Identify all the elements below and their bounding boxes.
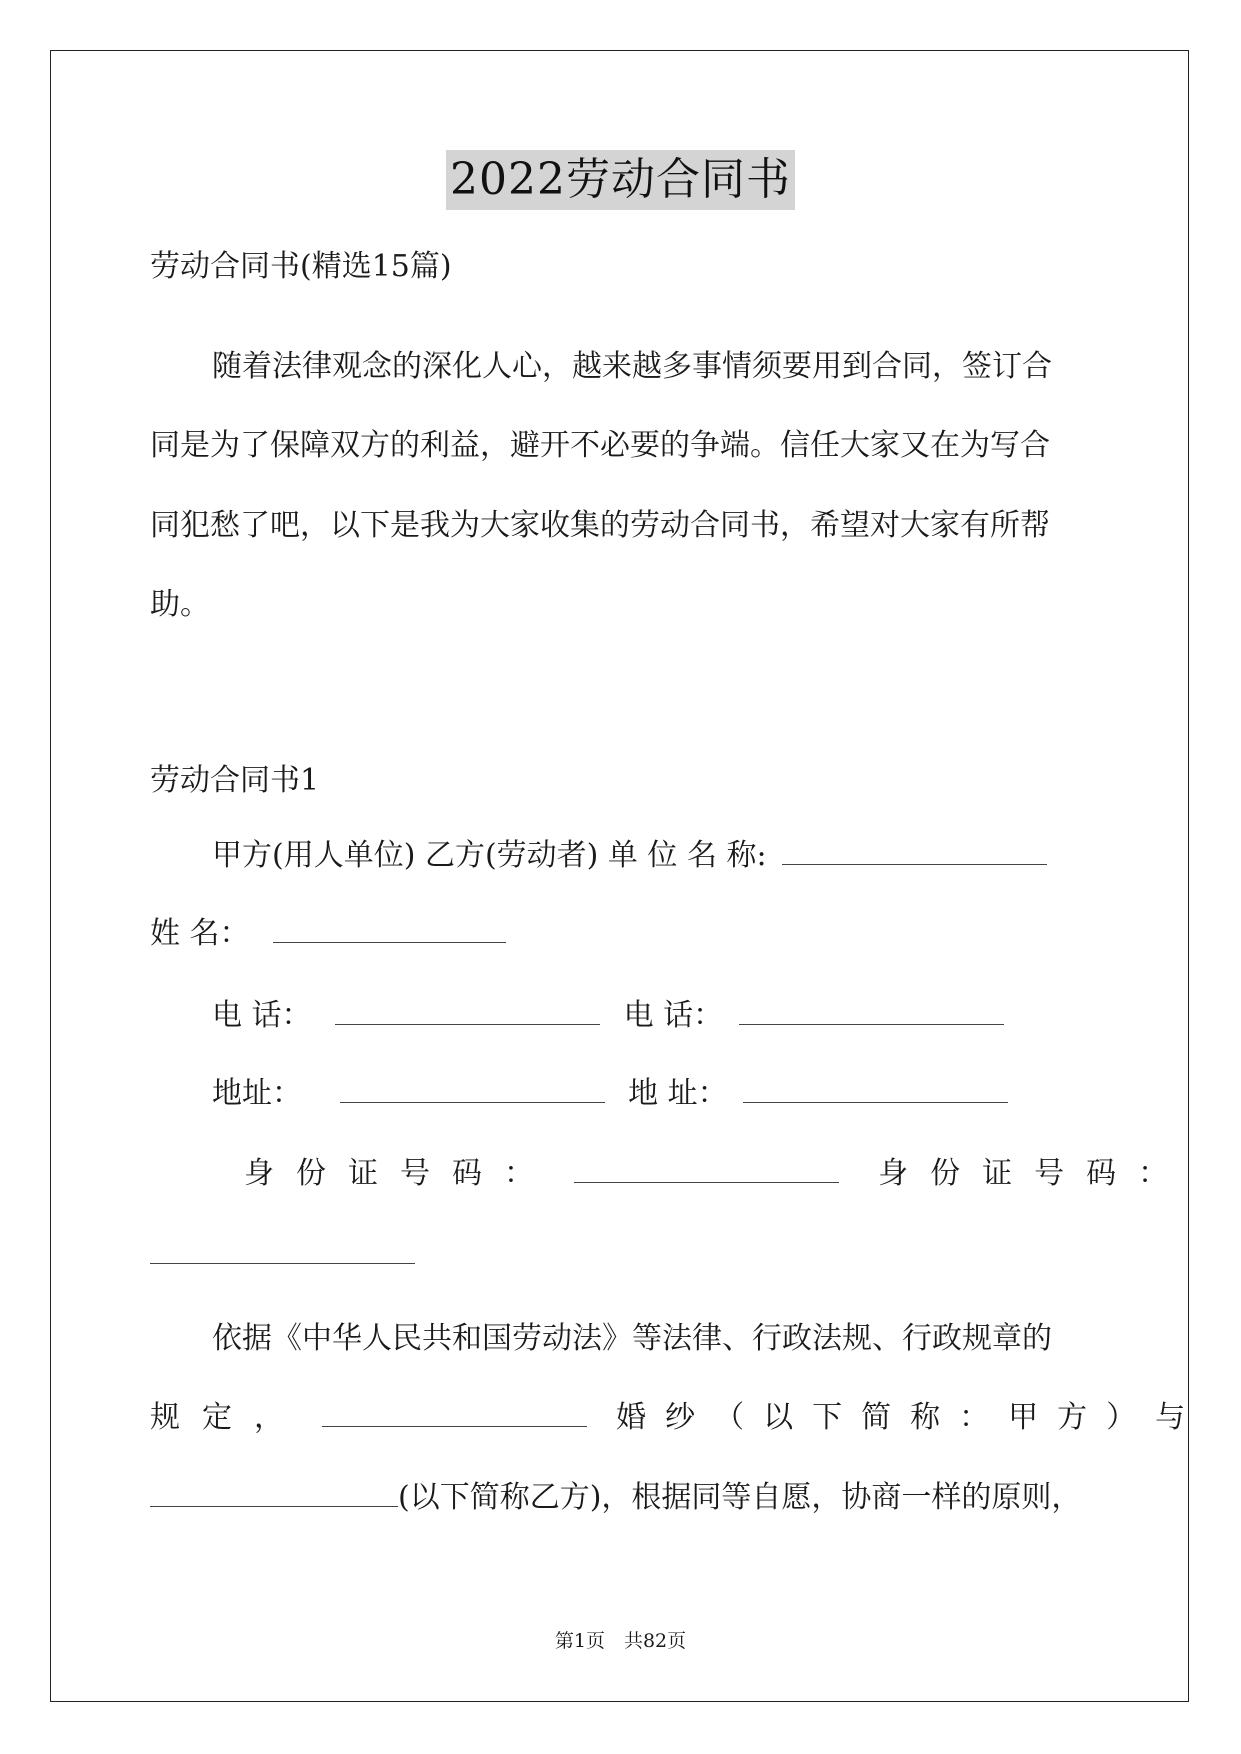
- parties-line: [212, 836, 1047, 876]
- phone-line: [212, 996, 1004, 1036]
- name-label: 姓 名：: [150, 916, 250, 951]
- party-b-blank[interactable]: [150, 1480, 398, 1507]
- intro-line-3: 同犯愁了吧，以下是我为大家收集的劳动合同书，希望对大家有所帮: [150, 508, 1050, 543]
- address-label-a: 地址：: [212, 1076, 302, 1111]
- intro-line-2: 同是为了保障双方的利益，避开不必要的争端。信任大家又在为写合: [150, 428, 1050, 463]
- footer-suffix: 页: [667, 1630, 687, 1652]
- footer-page-total: 82: [642, 1630, 668, 1652]
- id-line: [244, 1154, 1190, 1194]
- intro-line-4: 助。: [150, 587, 210, 622]
- company-name-blank[interactable]: [782, 838, 1047, 865]
- id-blank-b-line: [150, 1235, 415, 1275]
- intro-line-1: 随着法律观念的深化人心，越来越多事情须要用到合同，签订合: [212, 349, 1052, 384]
- basis-line-2-end: 婚纱（以下简称：甲方）与: [616, 1400, 1205, 1435]
- phone-blank-a[interactable]: [335, 998, 600, 1025]
- footer-page-number: 1: [573, 1630, 586, 1652]
- footer-prefix: 第: [554, 1630, 574, 1652]
- footer-mid: 页 共: [585, 1630, 643, 1652]
- address-label-b: 地 址：: [628, 1076, 728, 1111]
- phone-label-b: 电 话：: [623, 998, 724, 1033]
- basis-line-2: [150, 1398, 1204, 1438]
- address-line: [212, 1074, 1008, 1114]
- name-line: [150, 914, 506, 954]
- basis-line-2-start: 规定，: [150, 1400, 306, 1435]
- section-heading: 劳动合同书1: [150, 763, 320, 798]
- id-label-a: 身份证号码：: [244, 1156, 556, 1191]
- id-blank-a[interactable]: [574, 1156, 839, 1183]
- id-label-b: 身份证号码：: [878, 1156, 1191, 1191]
- address-blank-a[interactable]: [340, 1076, 605, 1103]
- basis-line-3: [150, 1478, 1081, 1518]
- phone-label-a: 电 话：: [212, 998, 312, 1033]
- page-border: [50, 50, 1189, 1702]
- basis-line-3-end: (以下简称乙方)，根据同等自愿，协商一样的原则，: [398, 1480, 1082, 1515]
- basis-line-1: 依据《中华人民共和国劳动法》等法律、行政法规、行政规章的: [212, 1321, 1052, 1356]
- address-blank-b[interactable]: [743, 1076, 1008, 1103]
- party-a-blank[interactable]: [322, 1400, 587, 1427]
- parties-label: 甲方(用人单位) 乙方(劳动者) 单 位 名 称:: [212, 838, 767, 873]
- phone-blank-b[interactable]: [739, 998, 1004, 1025]
- document-title: 2022劳动合同书: [446, 150, 795, 210]
- page-footer: [0, 1628, 1241, 1654]
- id-blank-b[interactable]: [150, 1237, 415, 1264]
- document-title-wrap: [0, 150, 1241, 210]
- name-blank[interactable]: [273, 916, 506, 943]
- subtitle: 劳动合同书(精选15篇): [150, 249, 452, 284]
